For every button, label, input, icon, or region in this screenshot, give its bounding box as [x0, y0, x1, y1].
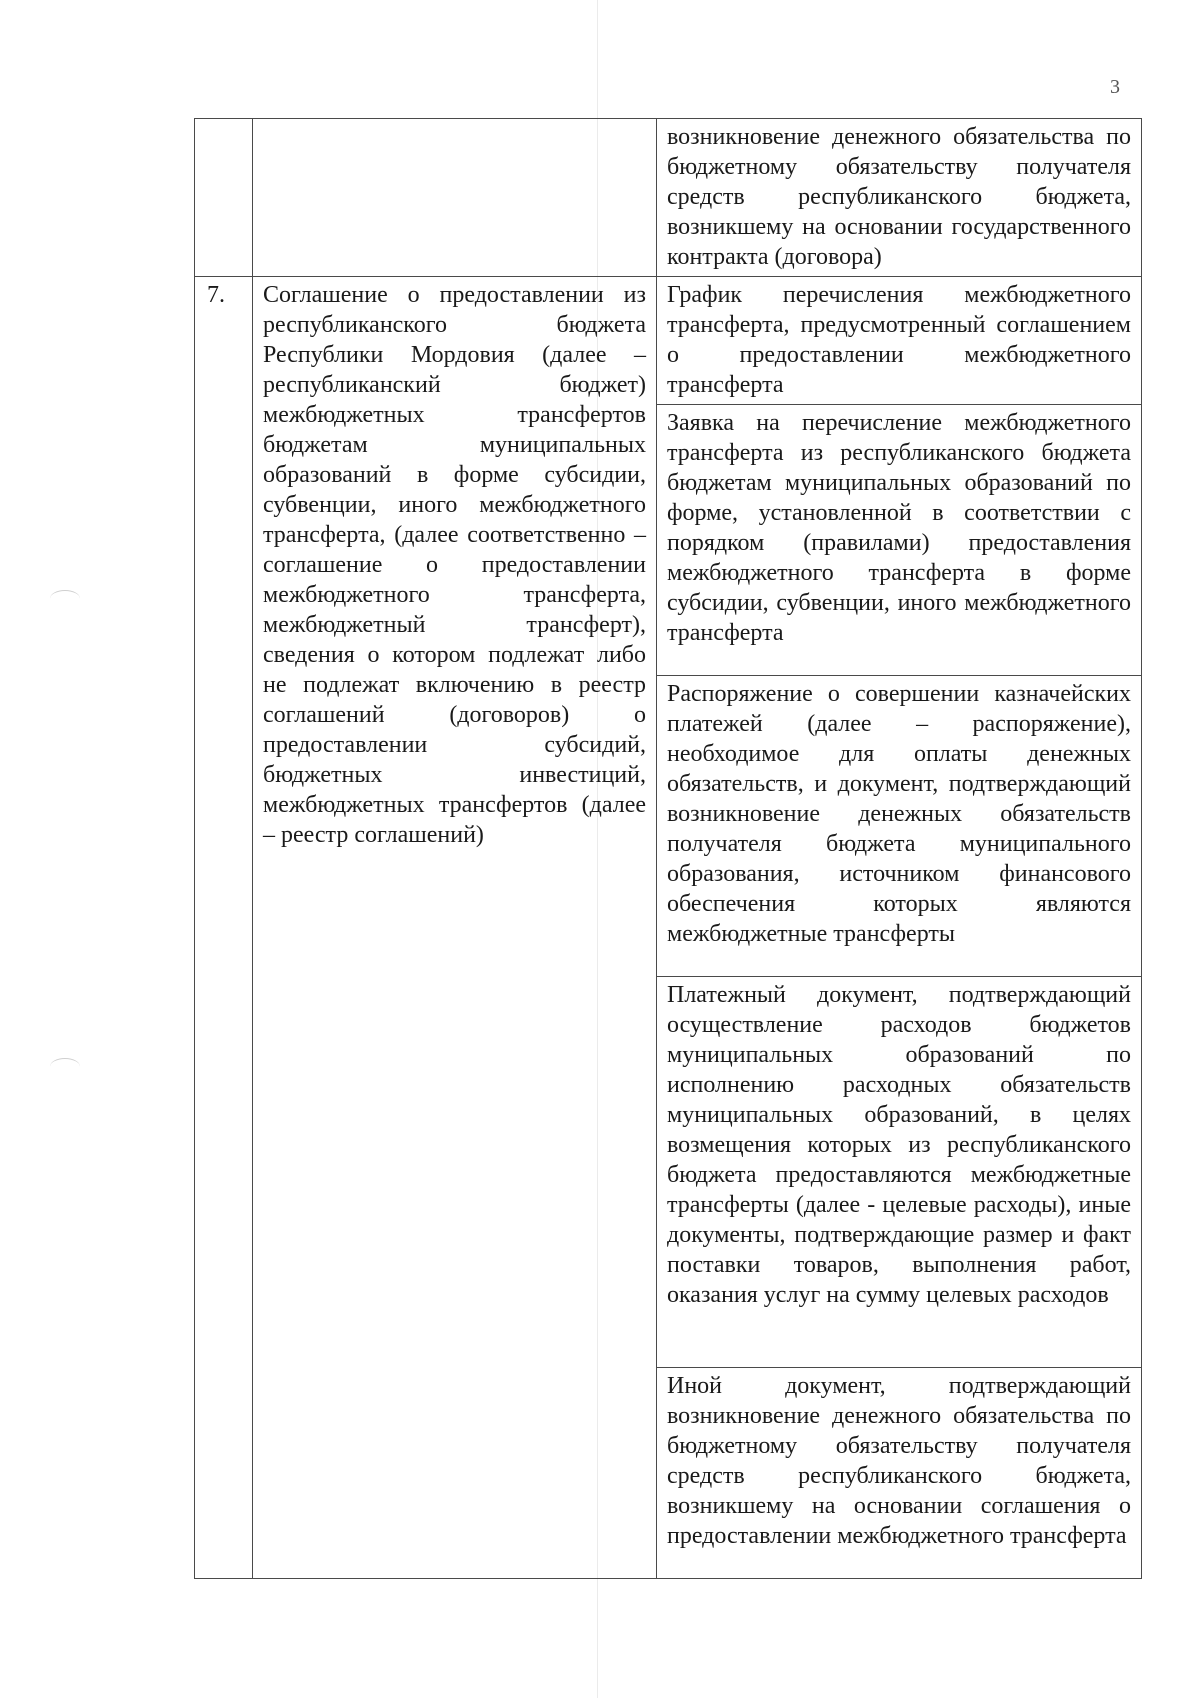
document-cell: Заявка на перечисление межбюджетного трансферта из республиканского бюджета бюджетам муниципальных образований по форме, установленной в соответствии с порядком (правилами) предоставления межбюджетного трансферта в форме субсидии, субвенции, иного межбюджетного трансферта [657, 405, 1142, 676]
document-cell: Распоряжение о совершении казначейских платежей (далее – распоряжение), необходимое для оплаты денежных обязательств, и документ, подтверждающий возникновение денежных обязательств получателя бюджета муниципального образования, источником финансового обеспечения которых являются межбюджетные трансферты [657, 676, 1142, 977]
row-description-cell-empty [253, 119, 657, 277]
documents-table [194, 118, 1142, 1579]
page-number: 3 [1110, 76, 1120, 98]
punch-hole-mark [50, 1058, 80, 1075]
row-description-cell: Соглашение о предоставлении из республиканского бюджета Республики Мордовия (далее – республиканский бюджет) межбюджетных трансфертов бюджетам муниципальных образований в форме субсидии, субвенции, иного межбюджетного трансферта, (далее соответственно – соглашение о предоставлении межбюджетного трансферта, межбюджетный трансферт), сведения о котором подлежат либо не подлежат включению в реестр соглашений (договоров) о предоставлении субсидий, бюджетных инвестиций, межбюджетных трансфертов (далее – реестр соглашений) [253, 277, 657, 1579]
table-row-continuation [195, 119, 1142, 277]
row-number-cell-empty [195, 119, 253, 277]
document-cell: График перечисления межбюджетного трансферта, предусмотренный соглашением о предоставлении межбюджетного трансферта [657, 277, 1142, 405]
punch-hole-mark [50, 590, 80, 607]
row-number-cell: 7. [195, 277, 253, 1579]
document-cell: Платежный документ, подтверждающий осуществление расходов бюджетов муниципальных образований по исполнению расходных обязательств муниципальных образований, в целях возмещения которых из республиканского бюджета предоставляются межбюджетные трансферты (далее - целевые расходы), иные документы, подтверждающие размер и факт поставки товаров, выполнения работ, оказания услуг на сумму целевых расходов [657, 977, 1142, 1368]
table-row-7 [195, 277, 1142, 405]
document-cell: возникновение денежного обязательства по бюджетному обязательству получателя средств республиканского бюджета, возникшему на основании государственного контракта (договора) [657, 119, 1142, 277]
document-cell: Иной документ, подтверждающий возникновение денежного обязательства по бюджетному обязательству получателя средств республиканского бюджета, возникшему на основании соглашения о предоставлении межбюджетного трансферта [657, 1368, 1142, 1579]
